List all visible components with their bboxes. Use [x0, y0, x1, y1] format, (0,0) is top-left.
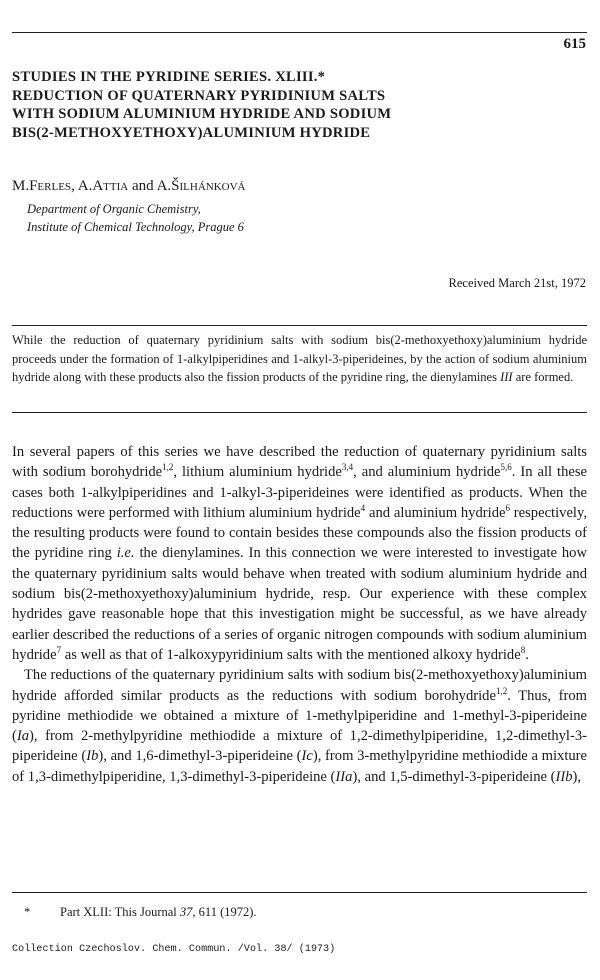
- abstract-rule-top: [12, 325, 587, 326]
- page-number: 615: [563, 36, 586, 52]
- journal-citation: Collection Czechoslov. Chem. Commun. /Vol. 38/ (1973): [12, 944, 336, 955]
- title-line-1: STUDIES IN THE PYRIDINE SERIES. XLIII.*: [12, 69, 326, 85]
- author-3-name: Šilhánková: [171, 178, 246, 194]
- title-line-2: REDUCTION OF QUATERNARY PYRIDINIUM SALTS: [12, 87, 386, 104]
- abstract: [12, 331, 587, 387]
- text-run: and aluminium hydride: [365, 504, 506, 521]
- author-and: and: [128, 178, 157, 194]
- compound-label: Ia: [16, 728, 30, 745]
- title-line-4: BIS(2-METHOXYETHOXY)ALUMINIUM HYDRIDE: [12, 124, 371, 141]
- abstract-text: While the reduction of quaternary pyridinium salts with sodium bis(2-methoxyethoxy)aluminium hydride proceeds under the formation of 1-alkylpiperidines and 1-alkyl-3-piperideines, by the action of sodium aluminium hydride along with these products also the fission products of the pyridine ring, the dienylamines: [12, 333, 587, 384]
- affiliation-line-1: Department of Organic Chemistry,: [27, 202, 201, 216]
- author-separator: ,: [71, 178, 78, 194]
- body-text: [12, 442, 587, 787]
- text-run: , and aluminium hydride: [353, 464, 501, 481]
- authors: [12, 178, 246, 195]
- text-run: as well as that of 1-alkoxypyridinium salts with the mentioned alkoxy hydride: [61, 646, 521, 663]
- reference: 4: [360, 503, 366, 514]
- reference: 5,6: [500, 462, 512, 473]
- article-title: [12, 68, 587, 142]
- footnote-rule: [12, 892, 587, 893]
- affiliation-line-2: Institute of Chemical Technology, Prague 6: [27, 220, 244, 234]
- title-line-3: WITH SODIUM ALUMINIUM HYDRIDE AND SODIUM: [12, 106, 392, 122]
- text-run: respectively, the resulting products were found to contain besides these compounds also the fission products of the pyridine ring: [12, 504, 587, 562]
- abstract-rule-bottom: [12, 412, 587, 413]
- author-1-initial: M.: [12, 178, 30, 194]
- affiliation: [27, 200, 244, 236]
- text-run: the dienylamines. In this connection we were interested to investigate how the quaternary pyridinium salts would behave when treated with sodium aluminium hydride and sodium bis(2-methoxyethoxy)aluminium hydride, resp. Our experience with these complex hydrides gave reasonable hope that this investigation might be successful, as we have already earlier described the reductions of a series of organic nitrogen compounds with sodium aluminium hydride: [12, 545, 587, 663]
- text-run: ), from 3-methylpyridine methiodide a mixture of 1,3-dimethylpiperidine, 1,3-dimethyl-3-piperideine (: [12, 748, 588, 785]
- abstract-text-end: are formed.: [512, 370, 574, 384]
- reference: 7: [56, 645, 62, 656]
- reference: 6: [505, 503, 510, 514]
- compound-label: IIa: [335, 768, 353, 785]
- text-run: .: [525, 646, 529, 663]
- author-2-name: Attia: [92, 178, 129, 194]
- reference: 1,2: [162, 462, 174, 473]
- author-2-initial: A.: [77, 178, 93, 194]
- text-run: ), from 2-methylpyridine methiodide a mixture of 1,2-dimethylpiperidine, 1,2-dimethyl-3-piperideine (: [12, 728, 587, 765]
- abstract-compound: III: [500, 370, 513, 384]
- text-run: . Thus, from pyridine methiodide we obtained a mixture of 1-methylpiperidine and 1-methyl-3-piperideine (: [12, 687, 587, 745]
- text-run: . In all these cases both 1-alkylpiperidines and 1-alkyl-3-piperideines were identified as products. When the reductions were performed with lithium aluminium hydride: [12, 464, 588, 521]
- reference: 1,2: [495, 685, 508, 696]
- footnote-volume: 37: [179, 905, 193, 919]
- text-run: , lithium aluminium hydride: [173, 464, 342, 481]
- reference: 8: [520, 645, 526, 656]
- italic-abbrev: i.e.: [116, 545, 135, 562]
- reference: 3,4: [341, 462, 354, 473]
- text-run: ), and 1,5-dimethyl-3-piperideine (: [352, 768, 556, 785]
- text-run: In several papers of this series we have described the reduction of quaternary pyridinium salts with sodium borohydride: [12, 444, 587, 481]
- top-rule: [12, 32, 587, 33]
- text-run: ), and 1,6-dimethyl-3-piperideine (: [98, 748, 302, 765]
- author-3-initial: A.: [156, 178, 172, 194]
- compound-label: IIb: [555, 768, 573, 785]
- paragraph-2: [12, 665, 587, 787]
- text-run: ),: [572, 768, 582, 785]
- text-run: The reductions of the quaternary pyridinium salts with sodium bis(2-methoxyethoxy)aluminium hydride afforded similar products as the reductions with sodium borohydride: [12, 667, 587, 704]
- author-1-name: Ferles: [29, 178, 72, 194]
- footnote: [24, 905, 257, 920]
- received-date: Received March 21st, 1972: [448, 276, 586, 290]
- footnote-text: Part XLII: This Journal: [60, 905, 180, 919]
- footnote-text-end: , 611 (1972).: [192, 905, 257, 919]
- compound-label: Ic: [301, 748, 313, 765]
- compound-label: Ib: [86, 748, 99, 765]
- footnote-marker: *: [24, 905, 31, 919]
- paragraph-1: [12, 442, 587, 665]
